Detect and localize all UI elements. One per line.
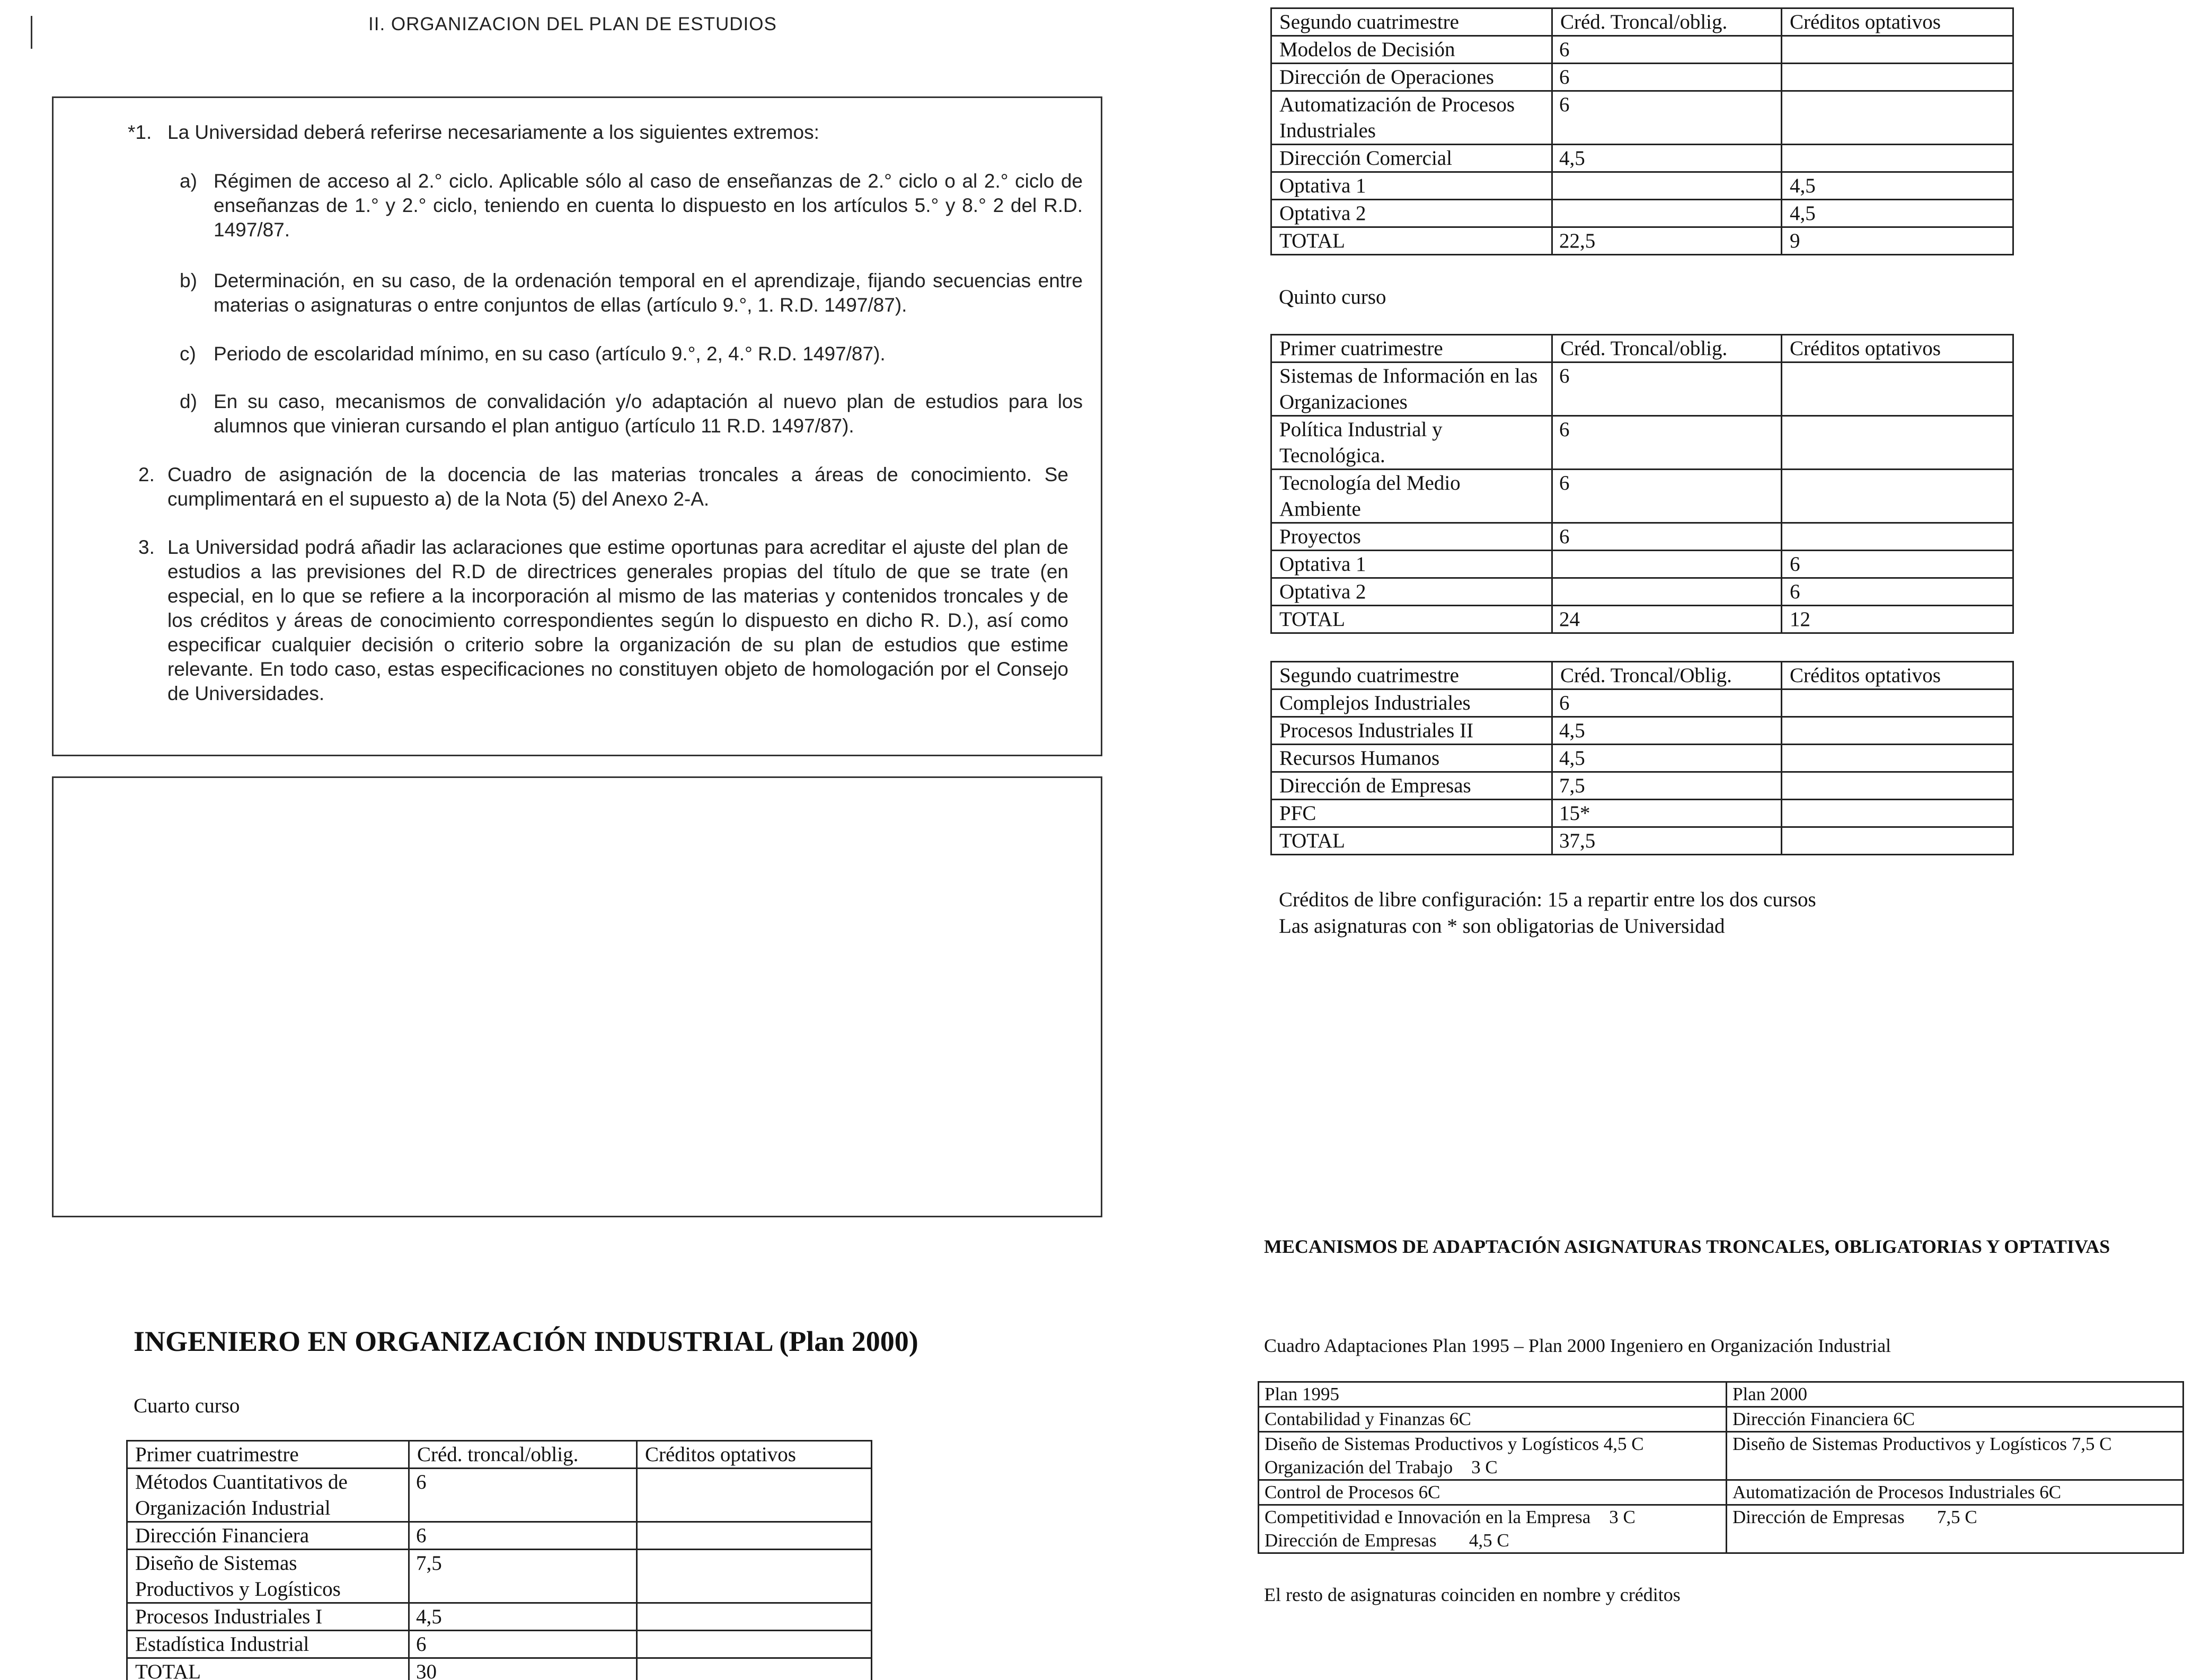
troncal-cell: 37,5 bbox=[1552, 827, 1782, 855]
obligatorias-note: Las asignaturas con * son obligatorias de Universidad bbox=[1279, 915, 1725, 938]
optativos-cell bbox=[637, 1603, 872, 1631]
subject-cell: Proyectos bbox=[1271, 523, 1552, 551]
troncal-cell: 30 bbox=[409, 1658, 637, 1680]
troncal-cell: 7,5 bbox=[409, 1550, 637, 1603]
table-row bbox=[127, 1522, 872, 1550]
table-row bbox=[1271, 200, 2013, 227]
optativos-cell bbox=[1782, 145, 2013, 172]
troncal-cell: 6 bbox=[1552, 64, 1782, 91]
table-row bbox=[1271, 800, 2013, 827]
table-row bbox=[1271, 64, 2013, 91]
subitem-text: Periodo de escolaridad mínimo, en su caso (artículo 9.°, 2, 4.° R.D. 1497/87). bbox=[214, 343, 886, 365]
column-header: Créd. troncal/oblig. bbox=[409, 1441, 637, 1469]
quinto-primer-table bbox=[1270, 334, 2014, 634]
optativos-cell bbox=[637, 1550, 872, 1603]
note-number: 3. bbox=[138, 536, 155, 558]
note-text: La Universidad podrá añadir las aclaraciones que estime oportunas para acreditar el ajuste del plan de estudios a las previsiones del R.D de directrices generales propias del título de que se trate (en especial, en lo que se refiere a la incorporación al mismo de las materias y contenidos troncales y de los créditos y áreas de conocimiento correspondientes según lo dispuesto en dicho R. D.), así como especificar cualquier decisión o criterio sobre la organización de su plan de estudios que estime relevante. En todo caso, estas especificaciones no constituyen objeto de homologación por el Consejo de Universidades. bbox=[167, 536, 1068, 704]
subject-cell: TOTAL bbox=[127, 1658, 409, 1680]
table-row bbox=[1271, 745, 2013, 772]
libre-configuracion-note: Créditos de libre configuración: 15 a repartir entre los dos cursos bbox=[1279, 888, 1816, 911]
subitem-label: a) bbox=[180, 170, 197, 192]
optativos-cell: 4,5 bbox=[1782, 200, 2013, 227]
subject-cell: PFC bbox=[1271, 800, 1552, 827]
optativos-cell bbox=[1782, 36, 2013, 64]
table-row bbox=[1259, 1505, 2184, 1553]
optativos-cell: 9 bbox=[1782, 227, 2013, 255]
table-row bbox=[1271, 362, 2013, 416]
troncal-cell: 6 bbox=[1552, 362, 1782, 416]
optativos-cell bbox=[1782, 745, 2013, 772]
subject-cell: Dirección Comercial bbox=[1271, 145, 1552, 172]
subject-line: Diseño de Sistemas Productivos y Logísticos 7,5 C bbox=[1732, 1434, 2112, 1454]
subject-cell: Procesos Industriales I bbox=[127, 1603, 409, 1631]
plan-2000-cell bbox=[1727, 1480, 2184, 1505]
note-text: La Universidad deberá referirse necesariamente a los siguientes extremos: bbox=[167, 121, 819, 143]
plan-1995-cell bbox=[1259, 1505, 1727, 1553]
troncal-cell: 6 bbox=[1552, 523, 1782, 551]
column-header: Primer cuatrimestre bbox=[127, 1441, 409, 1469]
subject-line: Competitividad e Innovación en la Empresa 3 C bbox=[1265, 1507, 1636, 1527]
subject-line: Organización del Trabajo 3 C bbox=[1265, 1457, 1498, 1478]
quinto-segundo-table bbox=[1270, 661, 2014, 855]
empty-box bbox=[52, 776, 1102, 1217]
total-row bbox=[127, 1658, 872, 1680]
table-header-row bbox=[1271, 662, 2013, 689]
subject-cell: TOTAL bbox=[1271, 227, 1552, 255]
table-row bbox=[1271, 772, 2013, 800]
total-row bbox=[1271, 227, 2013, 255]
subject-cell: Optativa 2 bbox=[1271, 200, 1552, 227]
subject-cell: Modelos de Decisión bbox=[1271, 36, 1552, 64]
column-header: Segundo cuatrimestre bbox=[1271, 662, 1552, 689]
table-row bbox=[1271, 172, 2013, 200]
subject-line: Control de Procesos 6C bbox=[1265, 1482, 1440, 1502]
optativos-cell bbox=[637, 1522, 872, 1550]
subitem-text: Régimen de acceso al 2.° ciclo. Aplicable sólo al caso de enseñanzas de 2.° ciclo o al 2.° ciclo de enseñanzas de 1.° y 2.° ciclo, teniendo en cuenta lo dispuesto en los artículos 5.° y 8.° 2 del R.D. 1497/87. bbox=[214, 170, 1083, 241]
subject-cell: Complejos Industriales bbox=[1271, 689, 1552, 717]
optativos-cell: 4,5 bbox=[1782, 172, 2013, 200]
table-row bbox=[1259, 1480, 2184, 1505]
column-header: Créditos optativos bbox=[1782, 335, 2013, 362]
subject-line: Dirección de Empresas 7,5 C bbox=[1732, 1507, 1977, 1527]
troncal-cell: 6 bbox=[1552, 91, 1782, 145]
plan-2000-cell bbox=[1727, 1432, 2184, 1480]
optativos-cell bbox=[1782, 470, 2013, 523]
total-row bbox=[1271, 827, 2013, 855]
plan-1995-cell bbox=[1259, 1432, 1727, 1480]
plan-2000-cell bbox=[1727, 1505, 2184, 1553]
adaptation-table bbox=[1258, 1381, 2184, 1554]
table-row bbox=[1271, 717, 2013, 745]
quinto-curso-label: Quinto curso bbox=[1279, 286, 1386, 308]
subject-cell: TOTAL bbox=[1271, 606, 1552, 633]
troncal-cell: 24 bbox=[1552, 606, 1782, 633]
closing-note: El resto de asignaturas coinciden en nombre y créditos bbox=[1264, 1584, 1681, 1605]
subitem-label: c) bbox=[180, 343, 196, 365]
subject-cell: Estadística Industrial bbox=[127, 1631, 409, 1658]
document-title: INGENIERO EN ORGANIZACIÓN INDUSTRIAL (Plan 2000) bbox=[134, 1325, 918, 1357]
note-text: Cuadro de asignación de la docencia de las materias troncales a áreas de conocimiento. Se cumplimentará en el supuesto a) de la Nota (5) del Anexo 2-A. bbox=[167, 464, 1068, 510]
optativos-cell bbox=[1782, 772, 2013, 800]
subject-cell: Optativa 2 bbox=[1271, 578, 1552, 606]
adaptation-section-title: MECANISMOS DE ADAPTACIÓN ASIGNATURAS TRONCALES, OBLIGATORIAS Y OPTATIVAS bbox=[1264, 1236, 2110, 1257]
subject-cell: Procesos Industriales II bbox=[1271, 717, 1552, 745]
cuarto-segundo-table bbox=[1270, 7, 2014, 255]
table-row bbox=[1271, 578, 2013, 606]
troncal-cell: 4,5 bbox=[1552, 717, 1782, 745]
optativos-cell bbox=[1782, 523, 2013, 551]
subject-cell: Dirección de Empresas bbox=[1271, 772, 1552, 800]
optativos-cell bbox=[637, 1631, 872, 1658]
table-row bbox=[1259, 1407, 2184, 1432]
optativos-cell bbox=[1782, 717, 2013, 745]
note-number: *1. bbox=[128, 121, 152, 143]
subject-cell: Métodos Cuantitativos de Organización Industrial bbox=[127, 1469, 409, 1522]
plan-1995-cell bbox=[1259, 1480, 1727, 1505]
optativos-cell: 6 bbox=[1782, 551, 2013, 578]
subject-line: Diseño de Sistemas Productivos y Logísticos 4,5 C bbox=[1265, 1434, 1644, 1454]
adaptation-table-caption: Cuadro Adaptaciones Plan 1995 – Plan 2000 Ingeniero en Organización Industrial bbox=[1264, 1335, 1891, 1356]
column-header: Plan 1995 bbox=[1259, 1382, 1727, 1407]
notes-box bbox=[52, 96, 1102, 756]
cuarto-primer-table bbox=[126, 1440, 872, 1680]
subject-line: Dirección Financiera 6C bbox=[1732, 1409, 1915, 1429]
optativos-cell bbox=[637, 1658, 872, 1680]
table-row bbox=[1271, 36, 2013, 64]
troncal-cell: 15* bbox=[1552, 800, 1782, 827]
subject-cell: Optativa 1 bbox=[1271, 172, 1552, 200]
total-row bbox=[1271, 606, 2013, 633]
column-header: Créd. Troncal/Oblig. bbox=[1552, 662, 1782, 689]
subject-cell: Diseño de Sistemas Productivos y Logísticos bbox=[127, 1550, 409, 1603]
optativos-cell bbox=[1782, 689, 2013, 717]
troncal-cell: 6 bbox=[1552, 416, 1782, 470]
subitem-text: Determinación, en su caso, de la ordenación temporal en el aprendizaje, fijando secuencias entre materias o asignaturas o entre conjuntos de ellas (artículo 9.°, 1. R.D. 1497/87). bbox=[214, 270, 1083, 316]
table-row bbox=[127, 1550, 872, 1603]
column-header: Primer cuatrimestre bbox=[1271, 335, 1552, 362]
optativos-cell: 12 bbox=[1782, 606, 2013, 633]
subject-cell: Automatización de Procesos Industriales bbox=[1271, 91, 1552, 145]
optativos-cell bbox=[1782, 362, 2013, 416]
table-row bbox=[1259, 1432, 2184, 1480]
table-row bbox=[1271, 145, 2013, 172]
troncal-cell: 6 bbox=[409, 1631, 637, 1658]
subject-cell: TOTAL bbox=[1271, 827, 1552, 855]
troncal-cell: 7,5 bbox=[1552, 772, 1782, 800]
optativos-cell bbox=[1782, 91, 2013, 145]
troncal-cell: 4,5 bbox=[409, 1603, 637, 1631]
subject-cell: Dirección de Operaciones bbox=[1271, 64, 1552, 91]
table-row bbox=[1271, 551, 2013, 578]
troncal-cell bbox=[1552, 551, 1782, 578]
column-header: Créd. Troncal/oblig. bbox=[1552, 8, 1782, 36]
plan-2000-cell bbox=[1727, 1407, 2184, 1432]
cuarto-curso-label: Cuarto curso bbox=[134, 1394, 240, 1417]
column-header: Créditos optativos bbox=[637, 1441, 872, 1469]
optativos-cell: 6 bbox=[1782, 578, 2013, 606]
subject-cell: Optativa 1 bbox=[1271, 551, 1552, 578]
table-row bbox=[1271, 689, 2013, 717]
subitem-label: b) bbox=[180, 270, 197, 291]
subject-cell: Tecnología del Medio Ambiente bbox=[1271, 470, 1552, 523]
table-row bbox=[127, 1469, 872, 1522]
troncal-cell bbox=[1552, 200, 1782, 227]
troncal-cell: 4,5 bbox=[1552, 145, 1782, 172]
subject-cell: Política Industrial y Tecnológica. bbox=[1271, 416, 1552, 470]
troncal-cell: 4,5 bbox=[1552, 745, 1782, 772]
subject-line: Dirección de Empresas 4,5 C bbox=[1265, 1530, 1509, 1551]
troncal-cell: 6 bbox=[1552, 36, 1782, 64]
table-row bbox=[127, 1603, 872, 1631]
table-header-row bbox=[1271, 335, 2013, 362]
plan-1995-cell bbox=[1259, 1407, 1727, 1432]
table-row bbox=[1271, 523, 2013, 551]
column-header: Plan 2000 bbox=[1727, 1382, 2184, 1407]
table-header-row bbox=[1271, 8, 2013, 36]
column-header: Segundo cuatrimestre bbox=[1271, 8, 1552, 36]
table-header-row bbox=[1259, 1382, 2184, 1407]
optativos-cell bbox=[1782, 416, 2013, 470]
troncal-cell: 6 bbox=[409, 1469, 637, 1522]
table-row bbox=[127, 1631, 872, 1658]
section-heading: II. ORGANIZACION DEL PLAN DE ESTUDIOS bbox=[368, 14, 777, 34]
optativos-cell bbox=[1782, 800, 2013, 827]
optativos-cell bbox=[1782, 827, 2013, 855]
optativos-cell bbox=[1782, 64, 2013, 91]
troncal-cell: 22,5 bbox=[1552, 227, 1782, 255]
troncal-cell bbox=[1552, 172, 1782, 200]
table-row bbox=[1271, 91, 2013, 145]
subject-cell: Sistemas de Información en las Organizaciones bbox=[1271, 362, 1552, 416]
subitem-text: En su caso, mecanismos de convalidación y/o adaptación al nuevo plan de estudios para los alumnos que vinieran cursando el plan antiguo (artículo 11 R.D. 1497/87). bbox=[214, 391, 1083, 437]
column-header: Créditos optativos bbox=[1782, 662, 2013, 689]
note-number: 2. bbox=[138, 464, 155, 485]
troncal-cell: 6 bbox=[1552, 470, 1782, 523]
subitem-label: d) bbox=[180, 391, 197, 412]
subject-cell: Dirección Financiera bbox=[127, 1522, 409, 1550]
subject-cell: Recursos Humanos bbox=[1271, 745, 1552, 772]
troncal-cell bbox=[1552, 578, 1782, 606]
table-row bbox=[1271, 470, 2013, 523]
troncal-cell: 6 bbox=[1552, 689, 1782, 717]
optativos-cell bbox=[637, 1469, 872, 1522]
table-header-row bbox=[127, 1441, 872, 1469]
troncal-cell: 6 bbox=[409, 1522, 637, 1550]
column-header: Créd. Troncal/oblig. bbox=[1552, 335, 1782, 362]
margin-tick-mark bbox=[31, 16, 32, 49]
table-row bbox=[1271, 416, 2013, 470]
column-header: Créditos optativos bbox=[1782, 8, 2013, 36]
subject-line: Contabilidad y Finanzas 6C bbox=[1265, 1409, 1471, 1429]
subject-line: Automatización de Procesos Industriales 6C bbox=[1732, 1482, 2062, 1502]
